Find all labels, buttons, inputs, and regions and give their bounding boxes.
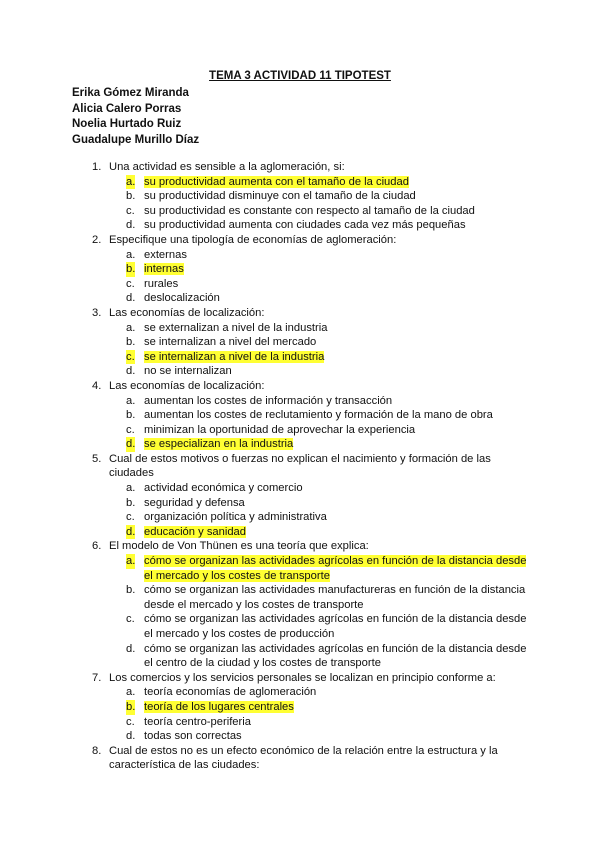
answer-option (92, 496, 532, 511)
answer-option (92, 394, 532, 409)
answer-option (92, 700, 532, 715)
question-text: Cual de estos motivos o fuerzas no explican el nacimiento y formación de las ciudades (109, 452, 491, 480)
document-title: TEMA 3 ACTIVIDAD 11 TIPOTEST (209, 70, 391, 82)
question-number: 6. (92, 540, 102, 553)
question-text: Las economías de localización: (109, 379, 265, 392)
option-letter: d. (126, 438, 136, 451)
option-text: organización política y administrativa (144, 511, 327, 524)
option-text: cómo se organizan las actividades agrícolas en función de la distancia desde el centro de la ciudad y los costes de transporte (144, 642, 527, 670)
option-text: su productividad disminuye con el tamaño de la ciudad (144, 190, 416, 203)
question-number: 5. (92, 452, 102, 465)
option-letter: a. (126, 175, 136, 188)
answer-option (92, 364, 532, 379)
answer-option (92, 715, 532, 730)
option-text: todas son correctas (144, 730, 242, 743)
question-number: 8. (92, 744, 102, 757)
option-letter: c. (126, 423, 135, 436)
question-text: El modelo de Von Thünen es una teoría que explica: (109, 540, 369, 553)
option-letter: d. (126, 642, 136, 655)
answer-option (92, 248, 532, 263)
answer-option (92, 554, 532, 583)
question-text: Una actividad es sensible a la aglomeración, si: (109, 161, 345, 173)
question-text: Los comercios y los servicios personales se localizan en principio conforme a: (109, 671, 496, 684)
option-letter: c. (126, 204, 135, 217)
question-item (92, 233, 532, 248)
question-item (92, 744, 532, 773)
option-text: seguridad y defensa (144, 496, 245, 509)
author-list (72, 86, 199, 148)
question-text: Cual de estos no es un efecto económico de la relación entre la estructura y la característica de las ciudades: (109, 744, 498, 772)
question-list (92, 160, 532, 773)
option-letter: b. (126, 584, 136, 597)
option-letter: c. (126, 277, 135, 290)
option-text: deslocalización (144, 292, 220, 305)
option-text: no se internalizan (144, 365, 232, 378)
question-item (92, 379, 532, 394)
option-text: se internalizan a nivel del mercado (144, 336, 317, 349)
answer-option (92, 335, 532, 350)
option-text: su productividad aumenta con ciudades cada vez más pequeñas (144, 219, 466, 232)
option-letter: c. (126, 715, 135, 728)
highlighted-answer-text: cómo se organizan las actividades agrícolas en función de la distancia desde el mercado y los costes de transporte (144, 555, 527, 582)
answer-option (92, 510, 532, 525)
answer-option (92, 481, 532, 496)
answer-option (92, 291, 532, 306)
option-letter: a. (126, 321, 136, 334)
option-letter: b. (126, 496, 136, 509)
answer-option (92, 277, 532, 292)
option-text: cómo se organizan las actividades manufactureras en función de la distancia desde el mercado y los costes de transporte (144, 584, 526, 611)
answer-option (92, 262, 532, 277)
answer-option (92, 175, 532, 190)
author-name: Alicia Calero Porras (72, 102, 182, 115)
question-text: Las economías de localización: (109, 306, 265, 319)
option-letter: a. (126, 248, 136, 261)
question-number: 1. (92, 161, 102, 173)
question-item (92, 452, 532, 481)
answer-option (92, 583, 532, 612)
option-letter: c. (126, 613, 135, 626)
highlighted-answer-text: su productividad aumenta con el tamaño de la ciudad (144, 175, 409, 188)
option-letter: c. (126, 511, 135, 524)
option-letter: b. (126, 700, 136, 713)
answer-option (92, 408, 532, 423)
option-text: su productividad es constante con respecto al tamaño de la ciudad (144, 204, 475, 217)
answer-option (92, 218, 532, 233)
option-text: minimizan la oportunidad de aprovechar la experiencia (144, 423, 416, 436)
highlighted-answer-text: teoría de los lugares centrales (144, 700, 294, 713)
option-letter: d. (126, 525, 136, 538)
option-text: rurales (144, 277, 179, 290)
answer-option (92, 642, 532, 671)
author-name: Noelia Hurtado Ruiz (72, 118, 182, 130)
answer-option (92, 189, 532, 204)
option-letter: a. (126, 686, 136, 699)
question-item (92, 160, 532, 175)
option-text: aumentan los costes de información y transacción (144, 394, 393, 407)
option-text: aumentan los costes de reclutamiento y formación de la mano de obra (144, 409, 493, 422)
option-text: actividad económica y comercio (144, 482, 303, 495)
question-number: 7. (92, 671, 102, 684)
question-text: Especifique una tipología de economías de aglomeración: (109, 233, 397, 246)
question-number: 2. (92, 233, 102, 246)
question-item (92, 306, 532, 321)
option-text: teoría centro-periferia (144, 715, 251, 728)
answer-option (92, 525, 532, 540)
question-item (92, 671, 532, 686)
highlighted-answer-text: se especializan en la industria (144, 438, 294, 451)
highlighted-answer-text: internas (144, 263, 184, 276)
question-item (92, 539, 532, 554)
option-text: teoría economías de aglomeración (144, 686, 317, 699)
option-letter: d. (126, 365, 136, 378)
option-letter: d. (126, 292, 136, 305)
option-text: se externalizan a nivel de la industria (144, 321, 328, 334)
author-name: Erika Gómez Miranda (72, 87, 189, 99)
highlighted-answer-text: se internalizan a nivel de la industria (144, 350, 325, 363)
option-letter: d. (126, 730, 136, 743)
author-name: Guadalupe Murillo Díaz (72, 133, 200, 146)
option-letter: b. (126, 336, 136, 349)
answer-option (92, 423, 532, 438)
highlighted-answer-text: educación y sanidad (144, 525, 247, 538)
option-letter: b. (126, 263, 136, 276)
answer-option (92, 350, 532, 365)
option-letter: b. (126, 409, 136, 422)
question-number: 4. (92, 379, 102, 392)
answer-option (92, 685, 532, 700)
question-number: 3. (92, 306, 102, 319)
option-letter: d. (126, 219, 136, 232)
option-letter: b. (126, 190, 136, 203)
option-letter: a. (126, 555, 136, 568)
answer-option (92, 612, 532, 641)
answer-option (92, 204, 532, 219)
answer-option (92, 729, 532, 744)
option-letter: c. (126, 350, 135, 363)
option-text: externas (144, 248, 187, 261)
answer-option (92, 437, 532, 452)
answer-option (92, 321, 532, 336)
option-letter: a. (126, 394, 136, 407)
option-letter: a. (126, 482, 136, 495)
option-text: cómo se organizan las actividades agrícolas en función de la distancia desde el mercado y los costes de producción (144, 613, 527, 640)
